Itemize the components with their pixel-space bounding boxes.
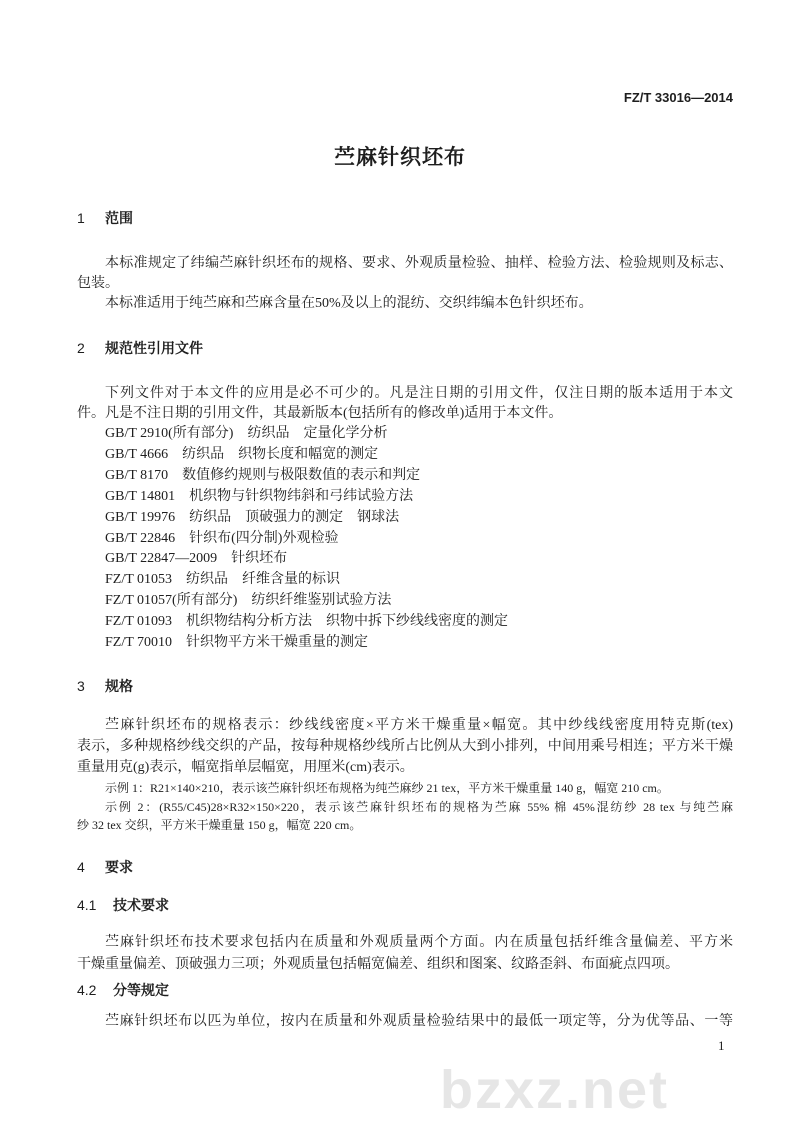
reference-item — [105, 529, 338, 549]
reference-title: 机织物结构分析方法 织物中拆下纱线线密度的测定 — [186, 614, 509, 630]
document-title: 苎麻针织坯布 — [334, 146, 466, 169]
section-number: 3 — [77, 678, 85, 694]
page-number: 1 — [718, 1038, 725, 1053]
paragraph-line: 重量用克(g)表示，幅宽指单层幅宽，用厘米(cm)表示。 — [77, 760, 414, 775]
reference-item — [105, 591, 391, 611]
paragraph-line: 件。凡是不注日期的引用文件，其最新版本(包括所有的修改单)适用于本文件。 — [77, 406, 563, 421]
section-number: 2 — [77, 340, 85, 356]
section-4-2-heading — [77, 980, 169, 1000]
reference-code: GB/T 14801 — [105, 488, 176, 504]
paragraph-line: 干燥重量偏差、顶破强力三项；外观质量包括幅宽偏差、组织和图案、纹路歪斜、布面疵点四项。 — [77, 957, 679, 972]
reference-code: GB/T 22846 — [105, 530, 176, 546]
reference-code: GB/T 2910(所有部分) — [105, 426, 234, 441]
reference-title: 纺织品 顶破强力的测定 钢球法 — [189, 509, 400, 525]
section-number: 4 — [77, 859, 85, 875]
reference-code: FZ/T 70010 — [105, 635, 173, 650]
reference-code: GB/T 19976 — [105, 509, 176, 525]
reference-code: GB/T 22847—2009 — [105, 551, 218, 567]
reference-code: GB/T 8170 — [105, 467, 169, 483]
section-number: 1 — [77, 210, 85, 226]
paragraph-line: 苎麻针织坯布技术要求包括内在质量和外观质量两个方面。内在质量包括纤维含量偏差、平方米 — [105, 935, 733, 950]
example-2-line: 示例 2：(R55/C45)28×R32×150×220，表示该苎麻针织坯布的规格为苎麻 55% 棉 45%混纺纱 28 tex 与纯苎麻 — [105, 800, 733, 814]
reference-title: 纺织品 纤维含量的标识 — [186, 572, 341, 588]
section-title: 技术要求 — [113, 897, 169, 913]
section-3-heading — [77, 676, 133, 696]
section-title: 规格 — [105, 678, 133, 694]
section-title: 分等规定 — [113, 982, 169, 998]
reference-code: FZ/T 01093 — [105, 614, 173, 630]
section-4-heading — [77, 857, 133, 877]
reference-item — [105, 570, 340, 590]
reference-title: 纺织品 定量化学分析 — [247, 426, 388, 441]
reference-item — [105, 549, 287, 569]
paragraph-line: 包装。 — [77, 276, 119, 291]
watermark: bzxz.net — [440, 1060, 670, 1120]
example-2-line: 纱 32 tex 交织，平方米干燥重量 150 g，幅宽 220 cm。 — [77, 818, 362, 832]
reference-code: FZ/T 01057(所有部分) — [105, 593, 238, 609]
reference-item — [105, 633, 368, 653]
reference-title: 机织物与针织物纬斜和弓纬试验方法 — [189, 488, 414, 504]
section-2-heading — [77, 338, 203, 358]
paragraph-line: 本标准规定了纬编苎麻针织坯布的规格、要求、外观质量检验、抽样、检验方法、检验规则及标志、 — [105, 256, 733, 271]
section-title: 规范性引用文件 — [105, 340, 203, 356]
reference-item — [105, 424, 387, 444]
paragraph-line: 下列文件对于本文件的应用是必不可少的。凡是注日期的引用文件，仅注日期的版本适用于本文 — [105, 386, 733, 401]
standard-code: FZ/T 33016—2014 — [623, 90, 733, 105]
paragraph-line: 表示，多种规格纱线交织的产品，按每种规格纱线所占比例从大到小排列，中间用乘号相连；平方米干燥 — [77, 739, 733, 754]
reference-code: FZ/T 01053 — [105, 572, 173, 588]
paragraph-line: 本标准适用于纯苎麻和苎麻含量在50%及以上的混纺、交织纬编本色针织坯布。 — [105, 296, 593, 311]
example-1: 示例 1：R21×140×210，表示该苎麻针织坯布规格为纯苎麻纱 21 tex，平方米干燥重量 140 g，幅宽 210 cm。 — [105, 781, 669, 795]
reference-item — [105, 445, 378, 465]
reference-item — [105, 612, 508, 632]
section-title: 范围 — [105, 210, 133, 226]
section-1-heading — [77, 208, 133, 228]
paragraph-line: 苎麻针织坯布以匹为单位，按内在质量和外观质量检验结果中的最低一项定等，分为优等品、一等 — [105, 1014, 733, 1029]
section-number: 4.2 — [77, 982, 97, 998]
reference-title: 针织坯布 — [231, 551, 288, 567]
section-4-1-heading — [77, 895, 169, 915]
reference-item — [105, 466, 420, 486]
reference-title: 针织布(四分制)外观检验 — [189, 530, 339, 546]
paragraph-line: 苎麻针织坯布的规格表示：纱线线密度×平方米干燥重量×幅宽。其中纱线线密度用特克斯(tex) — [105, 718, 733, 733]
reference-title: 纺织品 织物长度和幅宽的测定 — [182, 446, 379, 462]
reference-title: 纺织纤维鉴别试验方法 — [251, 593, 392, 609]
reference-title: 针织物平方米干燥重量的测定 — [186, 635, 369, 650]
reference-title: 数值修约规则与极限数值的表示和判定 — [182, 467, 421, 483]
section-title: 要求 — [105, 859, 133, 875]
reference-item — [105, 508, 399, 528]
reference-item — [105, 487, 413, 507]
section-number: 4.1 — [77, 897, 97, 913]
reference-code: GB/T 4666 — [105, 446, 169, 462]
